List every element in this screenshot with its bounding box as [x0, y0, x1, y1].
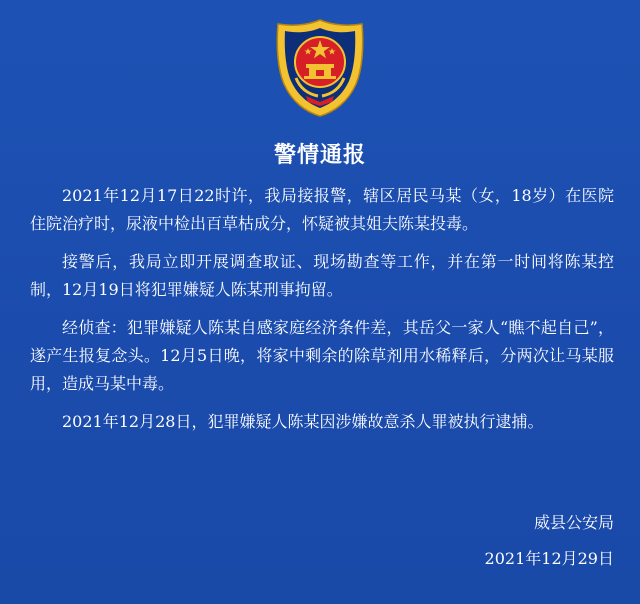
paragraph-response: 接警后，我局立即开展调查取证、现场勘查等工作，并在第一时间将陈某控制，12月19日将犯罪嫌疑人陈某刑事拘留。 [30, 252, 614, 299]
paragraph-report: 2021年12月17日22时许，我局接报警，辖区居民马某（女，18岁）在医院住院治疗时，尿液中检出百草枯成分，怀疑被其姐夫陈某投毒。 [30, 186, 614, 233]
paragraph-investigation: 经侦查：犯罪嫌疑人陈某自感家庭经济条件差，其岳父一家人“瞧不起自己”，遂产生报复念头。12月5日晚，将家中剩余的除草剂用水稀释后，分两次让马某服用，造成马某中毒。 [30, 318, 614, 393]
notice-body [30, 182, 614, 446]
notice-title: 警情通报 [273, 143, 366, 168]
issuing-organization: 威县公安局 [533, 513, 614, 532]
paragraph-arrest: 2021年12月28日，犯罪嫌疑人陈某因涉嫌故意杀人罪被执行逮捕。 [62, 412, 544, 431]
police-emblem-icon [272, 18, 368, 118]
issue-date: 2021年12月29日 [484, 549, 614, 568]
